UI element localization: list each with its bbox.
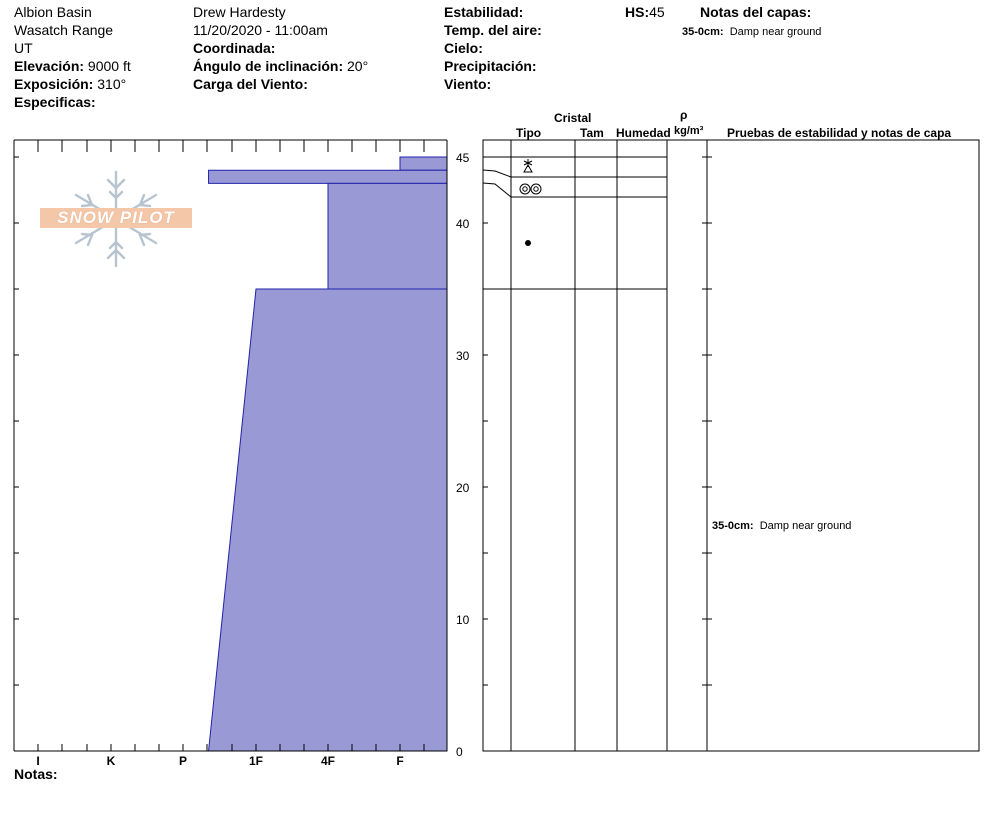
specifics-label: Especificas:	[14, 94, 96, 110]
hs-label: HS:	[625, 4, 650, 20]
air-temp-label: Temp. del aire:	[444, 22, 542, 38]
location: Albion Basin	[14, 4, 92, 20]
layer-comment-depth: 35-0cm:	[712, 520, 754, 532]
slope-value: 20°	[347, 58, 369, 74]
hardness-label-i: I	[36, 754, 40, 768]
layer-note-depth: 35-0cm:	[682, 26, 724, 38]
observer: Drew Hardesty	[193, 4, 286, 20]
layer-table	[483, 140, 979, 751]
depth-tick-label: 30	[456, 349, 470, 363]
depth-tick-label: 20	[456, 481, 470, 495]
elevation-label: Elevación:	[14, 58, 85, 74]
depth-tick-label: 40	[456, 217, 470, 231]
datetime: 11/20/2020 - 11:00am	[193, 22, 328, 38]
wind-label: Viento:	[444, 76, 492, 92]
layer-connector	[483, 183, 511, 197]
col-stability-notes: Pruebas de estabilidad y notas de capa	[727, 126, 952, 140]
layer-note-text: Damp near ground	[729, 26, 822, 38]
col-crystal: Cristal	[554, 111, 592, 125]
surface-hoar-icon	[524, 159, 532, 172]
layer-connector	[483, 170, 511, 177]
hardness-label-f: F	[396, 754, 404, 768]
sky-label: Cielo:	[444, 40, 483, 56]
range: Wasatch Range	[14, 22, 114, 38]
depth-tick-label: 45	[456, 151, 470, 165]
hardness-layer	[328, 183, 447, 289]
col-rho: ρ	[680, 108, 688, 122]
state: UT	[14, 40, 33, 56]
notes-label: Notas:	[14, 766, 58, 782]
round-grain-icon	[525, 240, 531, 246]
aspect-label: Exposición:	[14, 76, 94, 92]
aspect-value: 310°	[97, 76, 127, 92]
logo-text: SNOW PILOT	[40, 208, 192, 228]
layer-comment-text: Damp near ground	[759, 520, 852, 532]
hs-value: 45	[649, 4, 665, 20]
hardness-layer	[400, 157, 447, 170]
layer-comment	[712, 517, 851, 535]
col-density-unit: kg/m³	[674, 125, 704, 137]
depth-tick-label: 0	[456, 745, 463, 759]
depth-tick-label: 10	[456, 613, 470, 627]
melt-freeze-icon	[520, 184, 541, 194]
hardness-label-1f: 1F	[248, 754, 264, 768]
layer-notes-title: Notas del capas:	[700, 4, 812, 20]
col-size: Tam	[580, 126, 604, 140]
slope-label: Ángulo de inclinación:	[193, 58, 344, 74]
hardness-label-4f: 4F	[320, 754, 336, 768]
wind-load-label: Carga del Viento:	[193, 76, 308, 92]
hardness-layer	[209, 289, 447, 751]
hardness-label-p: P	[178, 754, 188, 768]
col-type: Tipo	[516, 126, 542, 140]
stability-label: Estabilidad:	[444, 4, 524, 20]
hardness-label-k: K	[106, 754, 116, 768]
elevation-value: 9000 ft	[87, 58, 131, 74]
precip-label: Precipitación:	[444, 58, 537, 74]
coordinate-label: Coordinada:	[193, 40, 276, 56]
col-moisture: Humedad	[616, 126, 671, 140]
hardness-layer	[209, 170, 447, 183]
